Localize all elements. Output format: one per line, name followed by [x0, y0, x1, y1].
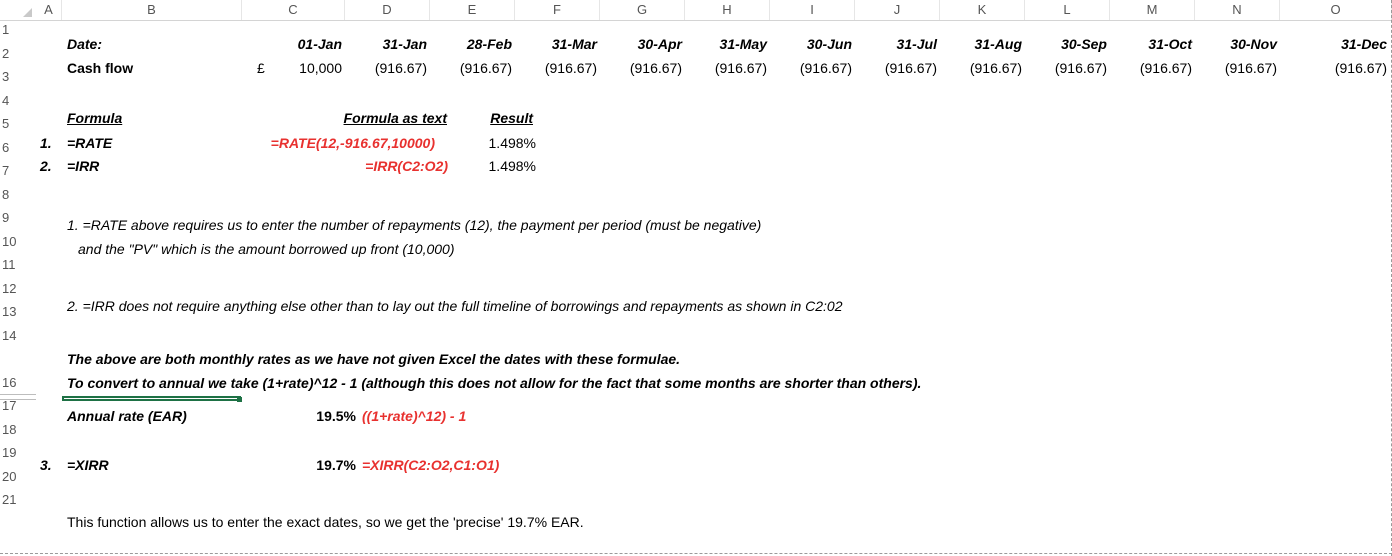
formula-as-text-header: Formula as text	[343, 110, 447, 126]
row-header-18[interactable]: 18	[2, 422, 17, 437]
cashflow-l2: (916.67)	[1054, 60, 1107, 76]
column-header-bar	[0, 0, 1392, 21]
row-header-5[interactable]: 5	[2, 116, 10, 131]
note-monthly-rates: The above are both monthly rates as we have not given Excel the dates with these formulae.	[67, 351, 681, 367]
row-header-11[interactable]: 11	[2, 257, 16, 272]
date-h1: 31-May	[719, 36, 767, 52]
cashflow-o2: (916.67)	[1334, 60, 1387, 76]
date-o1: 31-Dec	[1341, 36, 1387, 52]
column-header-k[interactable]: K	[940, 0, 1025, 20]
xirr-formula-text: =XIRR(C2:O2,C1:O1)	[362, 457, 500, 473]
date-m1: 31-Oct	[1148, 36, 1192, 52]
xirr-note: This function allows us to enter the exact dates, so we get the 'precise' 19.7% EAR.	[67, 514, 584, 530]
note-irr: 2. =IRR does not require anything else other than to lay out the full timeline of borrowings and repayments as shown in C2:02	[67, 298, 843, 314]
row-header-19[interactable]: 19	[2, 445, 17, 460]
note-rate-line-2: and the "PV" which is the amount borrowed up front (10,000)	[78, 241, 455, 257]
xirr-label: =XIRR	[67, 457, 109, 473]
date-d1: 31-Jan	[382, 36, 427, 52]
date-g1: 30-Apr	[637, 36, 682, 52]
cashflow-j2: (916.67)	[884, 60, 937, 76]
bottom-dashed-border	[0, 553, 1392, 554]
date-e1: 28-Feb	[466, 36, 512, 52]
row-header-17[interactable]: 17	[2, 398, 17, 413]
cashflow-i2: (916.67)	[799, 60, 852, 76]
date-j1: 31-Jul	[896, 36, 937, 52]
cashflow-k2: (916.67)	[969, 60, 1022, 76]
note-rate-line-1: 1. =RATE above requires us to enter the number of repayments (12), the payment per period (must be negative)	[67, 217, 762, 233]
cashflow-f2: (916.67)	[544, 60, 597, 76]
date-f1: 31-Mar	[551, 36, 597, 52]
annual-rate-label: Annual rate (EAR)	[67, 408, 187, 424]
cashflow-d2: (916.67)	[374, 60, 427, 76]
date-k1: 31-Aug	[974, 36, 1022, 52]
currency-symbol: £	[257, 60, 265, 76]
row-header-1[interactable]: 1	[2, 22, 10, 37]
date-i1: 30-Jun	[806, 36, 852, 52]
irr-formula-label: =IRR	[67, 158, 100, 174]
annual-rate-value: 19.5%	[316, 408, 356, 424]
row-header-3[interactable]: 3	[2, 69, 10, 84]
column-header-f[interactable]: F	[515, 0, 600, 20]
column-header-l[interactable]: L	[1025, 0, 1110, 20]
row-header-20[interactable]: 20	[2, 469, 17, 484]
row-header-13[interactable]: 13	[2, 304, 17, 319]
select-all-corner[interactable]	[0, 0, 36, 20]
row-header-8[interactable]: 8	[2, 187, 10, 202]
column-header-d[interactable]: D	[345, 0, 430, 20]
cashflow-c2: 10,000	[299, 60, 342, 76]
formula-header: Formula	[67, 110, 123, 126]
cashflow-n2: (916.67)	[1224, 60, 1277, 76]
item-number-1: 1.	[40, 135, 52, 151]
irr-result: 1.498%	[488, 158, 536, 174]
row-header-7[interactable]: 7	[2, 163, 10, 178]
date-c1: 01-Jan	[297, 36, 342, 52]
column-header-b[interactable]: B	[62, 0, 242, 20]
date-l1: 30-Sep	[1061, 36, 1107, 52]
row-header-10[interactable]: 10	[2, 234, 17, 249]
irr-formula-text: =IRR(C2:O2)	[365, 158, 448, 174]
cashflow-h2: (916.67)	[714, 60, 767, 76]
row-header-21[interactable]: 21	[2, 492, 17, 507]
cashflow-g2: (916.67)	[629, 60, 682, 76]
cash-flow-label: Cash flow	[67, 60, 134, 76]
rate-result: 1.498%	[488, 135, 536, 151]
column-header-e[interactable]: E	[430, 0, 515, 20]
column-header-o[interactable]: O	[1280, 0, 1392, 20]
fill-handle[interactable]	[237, 397, 242, 402]
column-header-j[interactable]: J	[855, 0, 940, 20]
row-header-12[interactable]: 12	[2, 281, 17, 296]
row-header-2[interactable]: 2	[2, 46, 10, 61]
column-header-n[interactable]: N	[1195, 0, 1280, 20]
note-convert-annual: To convert to annual we take (1+rate)^12 - 1 (although this does not allow for the fact that some months are shorter than others).	[67, 375, 922, 391]
date-n1: 30-Nov	[1230, 36, 1277, 52]
column-header-c[interactable]: C	[242, 0, 345, 20]
row-header-16[interactable]: 16	[2, 375, 17, 390]
column-header-i[interactable]: I	[770, 0, 855, 20]
column-header-g[interactable]: G	[600, 0, 685, 20]
xirr-value: 19.7%	[316, 457, 356, 473]
row-header-6[interactable]: 6	[2, 140, 10, 155]
selected-cell-b15[interactable]	[62, 396, 241, 401]
result-header: Result	[490, 110, 533, 126]
annual-rate-formula: ((1+rate)^12) - 1	[362, 408, 467, 424]
column-header-a[interactable]: A	[36, 0, 62, 20]
row-header-14[interactable]: 14	[2, 328, 17, 343]
column-header-h[interactable]: H	[685, 0, 770, 20]
rate-formula-label: =RATE	[67, 135, 113, 151]
cashflow-e2: (916.67)	[459, 60, 512, 76]
row-header-9[interactable]: 9	[2, 210, 10, 225]
rate-formula-text: =RATE(12,-916.67,10000)	[270, 135, 435, 151]
cashflow-m2: (916.67)	[1139, 60, 1192, 76]
item-number-3: 3.	[40, 457, 52, 473]
row-header-4[interactable]: 4	[2, 93, 10, 108]
item-number-2: 2.	[40, 158, 52, 174]
date-label: Date:	[67, 36, 103, 52]
column-header-m[interactable]: M	[1110, 0, 1195, 20]
